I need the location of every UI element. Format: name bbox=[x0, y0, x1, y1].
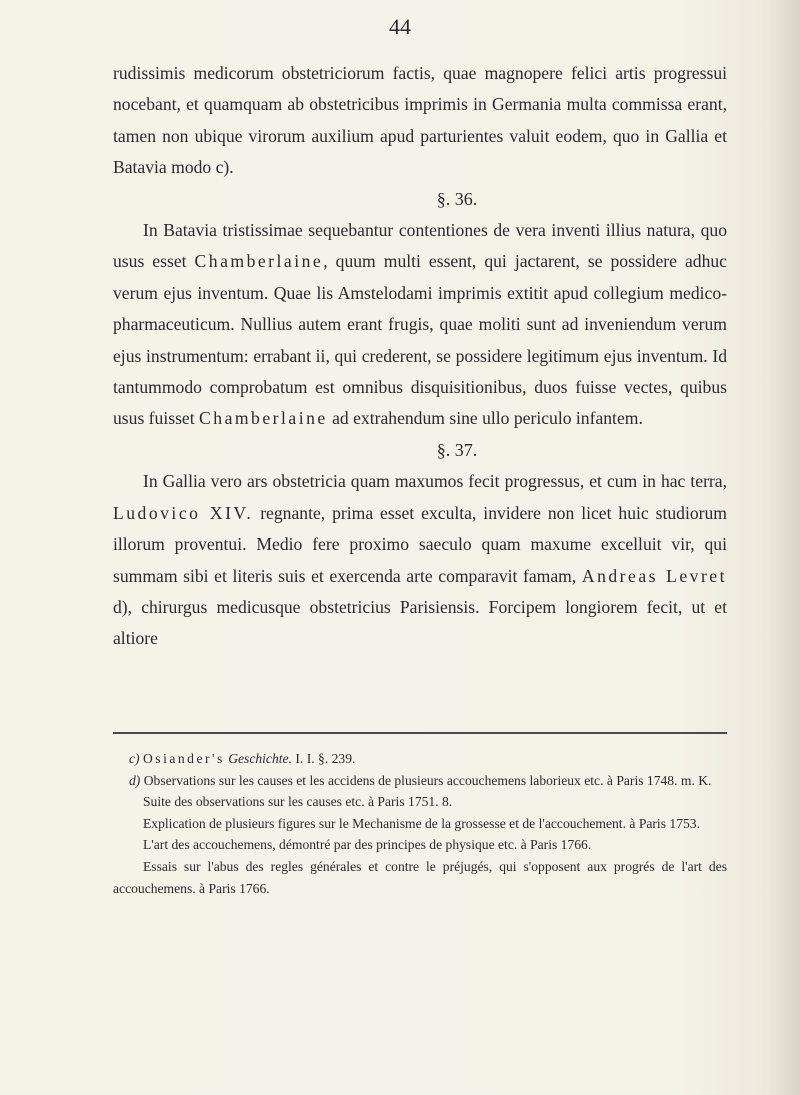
paragraph-3-text-b: regnante, prima esset exculta, invidere non licet huic studiorum illorum proventui. Medio fere proximo saeculo quam maxume excelluit vir, qui summam sibi et literis suis et exercenda arte comparavit famam, bbox=[113, 502, 727, 586]
person-name-chamberlaine-2: Chamberlaine bbox=[199, 408, 328, 429]
paragraph-2-text-a: In Batavia tristissimae sequebantur contentiones de vera inventi illius natura, quo usus esset bbox=[113, 220, 727, 272]
page-number: 44 bbox=[389, 14, 411, 39]
footnote-c-title: Geschichte. bbox=[228, 751, 292, 766]
main-text bbox=[113, 58, 727, 655]
paragraph-2 bbox=[113, 215, 727, 435]
paragraph-3 bbox=[113, 466, 727, 654]
footnote-divider bbox=[113, 732, 727, 734]
person-name-levret: Andreas Levret bbox=[581, 565, 727, 586]
person-name-chamberlaine: Chamberlaine bbox=[194, 251, 324, 272]
footnote-d-explication: Explication de plusieurs figures sur le Mechanisme de la grossesse et de l'accouchement. à Paris 1753. bbox=[143, 815, 700, 831]
footnote-d-text: Observations sur les causes et les accidens de plusieurs accouchemens laborieux etc. à Paris 1748. m. K. bbox=[143, 772, 712, 788]
footnote-d-suite: Suite des observations sur les causes etc. à Paris 1751. 8. bbox=[143, 794, 453, 810]
footnote-d-art: L'art des accouchemens, démontré par des principes de physique etc. à Paris 1766. bbox=[143, 837, 592, 853]
paragraph-3-text-c: d), chirurgus medicusque obstetricius Parisiensis. Forcipem longiorem fecit, ut et altiore bbox=[113, 596, 727, 649]
footnotes bbox=[113, 748, 727, 899]
paragraph-2-text-b: , quum multi essent, qui jactarent, se possidere adhuc verum ejus inventum. Quae lis Amstelodami imprimis extitit apud collegium medico-pharmaceuticum. Nullius autem erant frugis, quae moliti sunt ad inveniendum verum ejus instrumentum: errabant ii, qui crederent, se possidere legitimum ejus inventum. Id tantummodo comprobatum est omnibus disquisitionibus, duos fuisse vectes, quibus usus fuisset bbox=[113, 251, 727, 429]
footnote-c-mark: c) bbox=[129, 751, 140, 766]
paragraph-2-text-c: ad extrahendum sine ullo periculo infantem. bbox=[327, 408, 643, 429]
paragraph-3-text-a: In Gallia vero ars obstetricia quam maxumos fecit progressus, et cum in hac terra, bbox=[143, 471, 727, 492]
person-name-ludovico: Ludovico XIV. bbox=[113, 502, 254, 523]
footnote-d-essais: Essais sur l'abus des regles générales et contre le préjugés, qui s'opposent aux progrés de l'art des accouchemens. à Paris 1766. bbox=[113, 858, 727, 896]
paragraph-1: rudissimis medicorum obstetriciorum factis, quae magnopere felici artis progressui nocebant, et quamquam ab obstetricibus imprimis in Germania multa commissa erant, tamen non ubique virorum auxilium apud parturientes valuit eodem, quo in Gallia et Batavia modo c). bbox=[113, 63, 727, 178]
section-heading-36: §. 36. bbox=[436, 188, 478, 209]
footnote-c-rest: I. I. §. 239. bbox=[295, 751, 356, 766]
footnote-d bbox=[113, 770, 727, 792]
footnote-d-mark: d) bbox=[129, 772, 141, 788]
footnote-c bbox=[113, 748, 727, 770]
section-heading-37: §. 37. bbox=[436, 439, 478, 460]
footnote-c-author: Osiander's bbox=[142, 751, 225, 766]
